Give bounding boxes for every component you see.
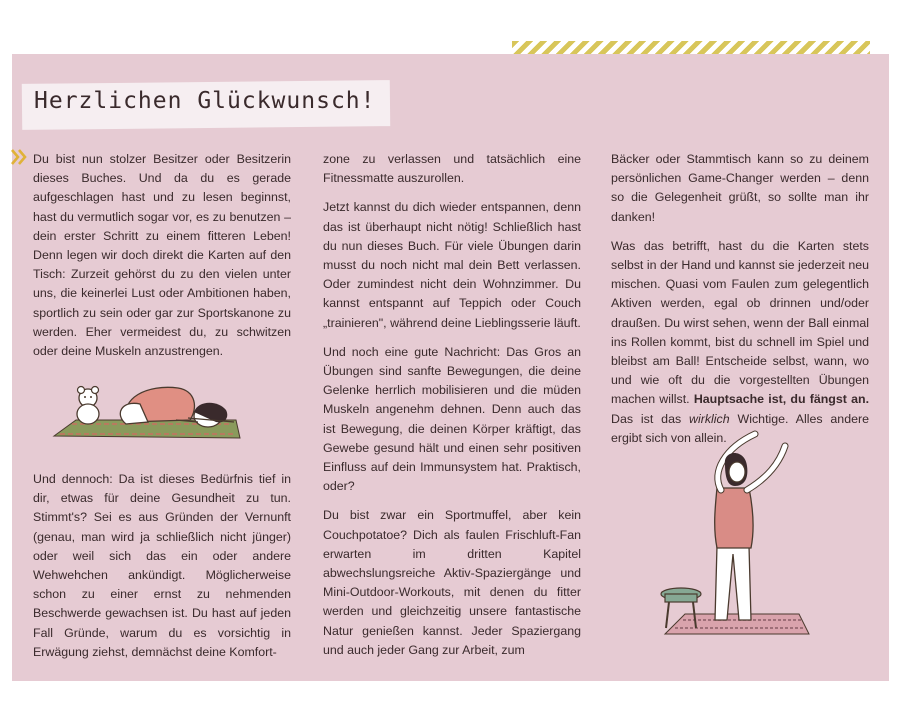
paragraph: Und noch eine gute Nachricht: Das Gros an Übungen sind sanfte Bewegungen, die deine Gelenke herrlich mobilisieren und die müden Muskeln angenehm dehnen. Denn auch das ist Bewegung, die deinen Körper kräftigt, das Gewebe gesund hält und einen sehr positiven Einfluss auf dein Immunsystem hat. Praktisch, oder? (323, 344, 581, 494)
paragraph (611, 237, 869, 448)
paragraph: Und dennoch: Da ist dieses Bedürfnis tief in dir, etwas für deine Gesundheit zu tun. Stimmt's? Sei es aus Gründen der Vernunft (genau, man wird ja schließlich nicht jünger) oder weil sich das ein oder andere Wehwehchen ankündigt. Möglicherweise schon zu einer ernst zu nehmenden Beschwerde gewachsen ist. Du hast auf jeden Fall Gründe, warum du es vorsichtig in Erwägung ziehst, demnächst deine Komfort- (33, 472, 291, 659)
paragraph-text: Was das betrifft, hast du die Karten stets selbst in der Hand und kannst sie jederzeit neu mischen. Quasi vom Faulen zum gelegentlich Aktiven werden, egal ob drinnen und/oder draußen. Du wirst sehen, wenn der Ball einmal ins Rollen kommt, bist du schnell im Spiel und bleibst am Ball! Entscheide selbst, wann, wo und wie oft du die vorgestellten Übungen machen willst. (611, 238, 869, 407)
column-2 (323, 150, 581, 670)
column-1-bottom (33, 470, 291, 672)
paragraph: Du bist zwar ein Sportmuffel, aber kein Couchpotatoe? Dich als faulen Frischluft-Fan erwarten im dritten Kapitel abwechslungsreiche Aktiv-Spaziergänge und Mini-Outdoor-Workouts, mit denen du fitter werden und gleichzeitig unsere fantastische Natur genießen kannst. Jeder Spaziergang und auch jeder Gang zur Arbeit, zum (323, 508, 581, 657)
decorative-stripe (512, 41, 870, 54)
paragraph-text: Das ist das (611, 411, 690, 426)
stretching-woman-illustration (655, 428, 815, 642)
page-title: Herzlichen Glückwunsch! (34, 88, 376, 114)
paragraph: Jetzt kannst du dich wieder entspannen, denn das ist überhaupt nicht nötig! Schließlich hast du nun dieses Buch. Für viele Übungen darin musst du noch nicht mal dein Bett verlassen. Oder zumindest nicht dein Wohnzimmer. Du kannst entspannt auf Teppich oder Couch „trainieren", während deine Lieblingsserie läuft. (323, 200, 581, 330)
column-3 (611, 150, 869, 458)
resting-woman-illustration (48, 378, 248, 446)
column-1-top (33, 150, 291, 371)
emphasis-bold: Hauptsache ist, du fängst an. (693, 392, 870, 407)
chevron-right-icon (10, 147, 28, 167)
paragraph: Bäcker oder Stammtisch kann so zu deinem persönlichen Game-Changer werden – denn so die Gelegenheit grüßt, so sollte man ihr danken! (611, 152, 869, 224)
paragraph: Du bist nun stolzer Besitzer oder Besitzerin dieses Buches. Und da du es gerade aufgeschlagen hast und zu lesen beginnst, hast du vermutlich sogar vor, es zu benutzen – dein erster Schritt zu einem fitteren Leben! Denn legen wir doch direkt die Karten auf den Tisch: Zurzeit gehörst du zu den vielen unter uns, die keinerlei Lust oder Ambitionen haben, sportlich zu sein oder gar zur Sportskanone zu werden. Eher vermeidest du, zu schwitzen oder deine Muskeln anzustrengen. (33, 152, 291, 359)
paragraph: zone zu verlassen und tatsächlich eine Fitnessmatte auszurollen. (323, 152, 581, 186)
paragraph-text: Wichtige. Alles andere ergibt sich von allein. (611, 411, 869, 445)
emphasis-italic: wirklich (689, 411, 730, 426)
